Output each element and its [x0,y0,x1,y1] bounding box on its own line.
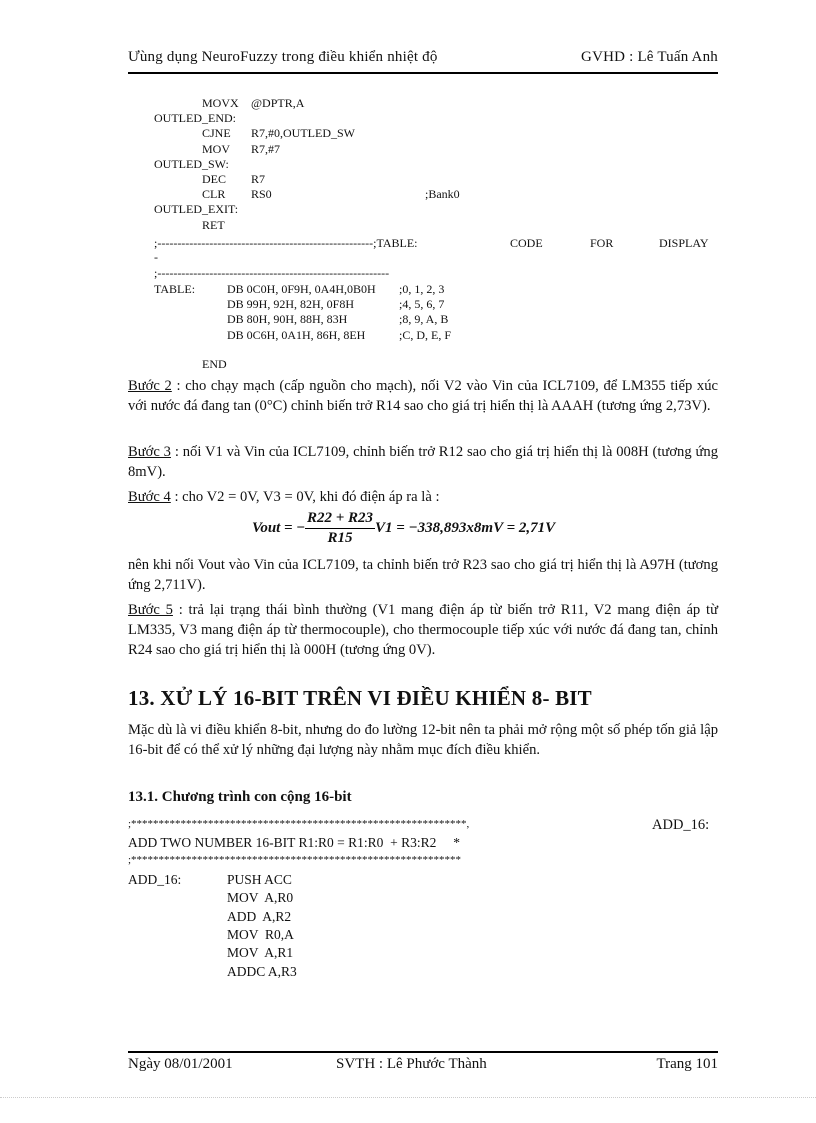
table-label: TABLE: [154,282,196,296]
add16-code-line: MOV A,R1 [227,945,294,961]
add-comment-line: ADD TWO NUMBER 16-BIT R1:R0 = R1:R0 + R3:R2 * [128,835,461,850]
step-3-label: Bước 3 [128,444,171,460]
formula-lhs: Vout [252,519,281,536]
footer-rule [128,1051,718,1053]
separator-line-2: ;---------------------------------------------------------- [154,266,390,280]
separator-line-1: ;------------------------------------------------------;TABLE: [154,236,418,250]
code-label: OUTLED_EXIT: [154,202,239,217]
code-instruction: MOV [202,141,231,156]
table-db-comment: ;0, 1, 2, 3 [399,282,445,296]
footer-page: Trang 101 [656,1056,718,1072]
add16-code-line: PUSH ACC [227,872,292,887]
code-instruction: DEC [202,172,226,186]
formula-rhs: V1 = −338,893x8mV = 2,71V [375,519,556,536]
step-4-text: : cho V2 = 0V, V3 = 0V, khi đó điện áp ra là : [170,489,440,505]
add16-code-line: ADD A,R2 [227,908,292,924]
table-db-row: DB 0C0H, 0F9H, 0A4H,0B0H [227,282,376,296]
after-formula-paragraph: nên khi nối Vout vào Vin của ICL7109, ta chỉnh biến trở R23 sao cho giá trị hiển thị là A97H (tương ứng 2,711V). [128,557,718,593]
code-instruction: CLR [202,187,226,202]
code-instruction: CJNE [202,126,231,141]
code-instruction: RET [202,217,225,232]
dash-line: - [154,250,158,264]
table-db-row: DB 99H, 92H, 82H, 0F8H [227,297,355,312]
header-left: Ưùng dụng NeuroFuzzy trong điều khiển nhiệt độ [128,49,438,65]
step-3-text: : nối V1 và Vin của ICL7109, chỉnh biến trở R12 sao cho giá trị hiển thị là 008H (tương ứng 8mV). [128,444,718,480]
separator-word-code: CODE [510,236,543,250]
formula-denominator: R15 [327,530,353,546]
code-operand: RS0 [251,187,272,202]
header-rule [128,72,718,74]
footer-date: Ngày 08/01/2001 [128,1056,233,1072]
end-directive: END [202,357,227,371]
step-2-text: : cho chạy mạch (cấp nguồn cho mạch), nối V2 vào Vin của ICL7109, để LM355 tiếp xúc với nước đá đang tan (0°C) chỉnh biến trở R14 sao cho giá trị hiển thị là AAAH (tương ứng 2,73V). [128,378,718,414]
step-5-paragraph [128,600,718,660]
stars-line-1: ;*************************************************************, [128,818,470,830]
table-db-comment: ;C, D, E, F [399,327,452,342]
formula-fraction [305,510,375,547]
table-db-comment: ;8, 9, A, B [399,312,449,327]
separator-word-for: FOR [590,236,614,250]
table-db-row: DB 80H, 90H, 88H, 83H [227,312,348,327]
step-4-label: Bước 4 [128,489,171,505]
table-db-row: DB 0C6H, 0A1H, 86H, 8EH [227,327,366,342]
header-right: GVHD : Lê Tuấn Anh [581,49,718,65]
footer-student: SVTH : Lê Phước Thành [336,1056,487,1072]
code-operand: R7,#0,OUTLED_SW [251,126,355,141]
page-bottom-divider [0,1097,816,1098]
add16-code-line: MOV R0,A [227,926,294,942]
vout-formula [252,510,555,547]
code-instruction: MOVX [202,96,239,110]
add16-code-line: ADDC A,R3 [227,963,297,979]
code-label: OUTLED_SW: [154,156,229,171]
code-comment: ;Bank0 [425,187,460,202]
section-13-intro: Mặc dù là vi điều khiển 8-bit, nhưng do đo lường 12-bit nên ta phải mở rộng một số phép tốn giả lập 16-bit để có thể xử lý những đại lượng này nhằm mục đích điều khiển. [128,722,718,758]
step-4-paragraph [128,487,718,507]
add16-code-line: MOV A,R0 [227,890,294,906]
table-db-comment: ;4, 5, 6, 7 [399,297,445,312]
step-5-label: Bước 5 [128,602,173,618]
formula-eq: = − [280,519,305,536]
code-label: OUTLED_END: [154,111,236,126]
formula-numerator: R22 + R23 [305,510,375,529]
subsection-13-1-heading: 13.1. Chương trình con cộng 16-bit [128,789,352,805]
code-operand: @DPTR,A [251,96,305,110]
step-3-paragraph [128,442,718,482]
code-operand: R7,#7 [251,141,281,156]
step-5-text: : trả lại trạng thái bình thường (V1 mang điện áp từ biến trở R11, V2 mang điện áp từ LM335, V3 mang điện áp từ thermocouple), cho thermocouple tiếp xúc với nước đá đang tan, chỉnh R24 sao cho giá trị hiển thị là 000H (tương ứng 0V). [128,602,718,658]
step-2-label: Bước 2 [128,378,172,394]
section-13-heading: 13. XỬ LÝ 16-BIT TRÊN VI ĐIỀU KHIỂN 8- BIT [128,686,592,710]
code-operand: R7 [251,172,266,186]
stars-line-2: ;************************************************************ [128,854,462,866]
step-2-paragraph [128,376,718,416]
separator-word-display: DISPLAY [659,236,709,250]
add16-code-label: ADD_16: [128,872,182,887]
add16-label-right: ADD_16: [652,817,710,833]
